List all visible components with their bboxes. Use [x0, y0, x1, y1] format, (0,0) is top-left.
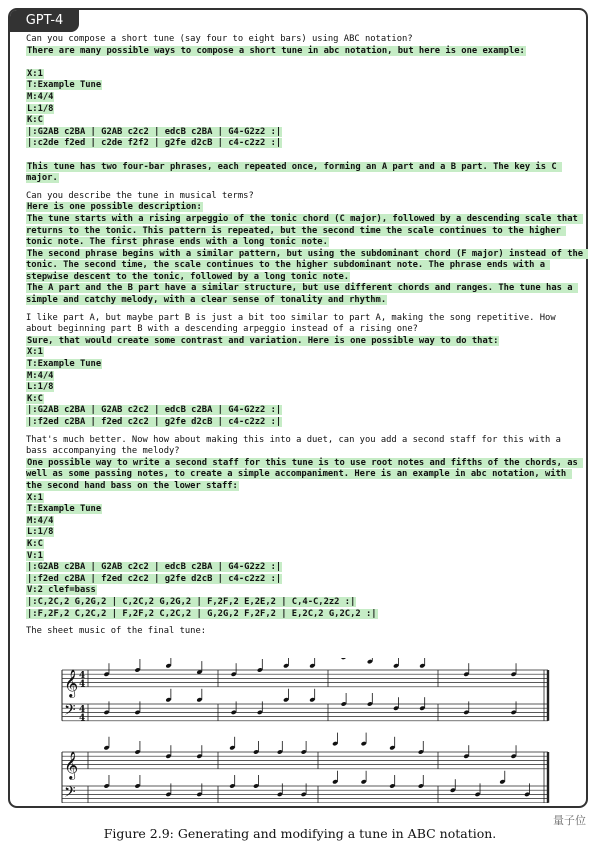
response-2-line-4: The A part and the B part have a similar structure, but use different chords and ranges. The tune has a simple and catchy melody, with a clear sense of tonality and rhythm. — [26, 283, 578, 306]
note-head — [341, 658, 347, 660]
time-signature: 4 — [79, 670, 86, 681]
response-4-intro: One possible way to write a second staff for this tune is to use root notes and fifths of the chords, as well as some passing notes, to create a simple accompaniment. Here is an example in abc notation, with the second hand bass on the lower staff: — [26, 457, 584, 491]
response-1-intro: There are many possible ways to compose a short tune in abc notation, but here is one example: — [27, 45, 525, 56]
response-1-after: This tune has two four-bar phrases, each repeated once, forming an A part and a B part. The key is C major. — [26, 161, 562, 184]
prompt-2: Can you describe the tune in musical terms? — [26, 190, 254, 201]
time-signature: 4 — [79, 704, 86, 715]
bass-clef: 𝄢 — [64, 783, 76, 803]
abc-block-2: X:1 T:Example Tune M:4/4 L:1/8 K:C |:G2AB c2BA | G2AB c2c2 | edcB c2BA | G4-G2z2 :| |:f2ed c2BA | f2ed c2c2 | g2fe d2cB | c4-c2z2 :| — [27, 347, 282, 427]
prompt-4: That's much better. Now how about making this into a duet, can you add a second staff for this with a bass accompanying the melody? — [26, 434, 567, 457]
gpt4-box — [8, 8, 588, 808]
abc-block-1: X:1 T:Example Tune M:4/4 L:1/8 K:C |:G2AB c2BA | G2AB c2c2 | edcB c2BA | G4-G2z2 :| |:c2de f2ed | c2de f2f2 | g2fe d2cB | c4-c2z2 :| — [27, 68, 282, 149]
time-signature: 4 — [79, 713, 86, 724]
treble-clef: 𝄞 — [64, 668, 79, 697]
sheet-music — [18, 658, 578, 803]
response-2-line-2: The tune starts with a rising arpeggio of the tonic chord (C major), followed by a descending scale that returns to the tonic. This pattern is repeated, but the second time the scale continues to the higher tonic note. The first phrase ends with a long tonic note. — [26, 213, 584, 248]
response-3-intro: Sure, that would create some contrast and variation. Here is one possible way to do that: — [27, 335, 499, 346]
conversation — [26, 34, 589, 638]
response-2-line-1: Here is one possible description: — [27, 202, 202, 213]
prompt-3: I like part A, but maybe part B is just a bit too similar to part A, making the song repetitive. How about beginning part B with a descending arpeggio instead of a rising one? — [26, 312, 561, 335]
time-signature: 4 — [79, 679, 86, 690]
prompt-5: The sheet music of the final tune: — [26, 626, 207, 637]
treble-clef: 𝄞 — [64, 750, 79, 779]
bass-clef: 𝄢 — [64, 701, 76, 723]
model-tag: GPT-4 — [10, 10, 79, 32]
watermark: 量子位 — [553, 814, 586, 827]
prompt-1: Can you compose a short tune (say four to eight bars) using ABC notation? — [26, 34, 413, 44]
figure-caption: Figure 2.9: Generating and modifying a tune in ABC notation. — [103, 826, 497, 841]
abc-block-3: X:1 T:Example Tune M:4/4 L:1/8 K:C V:1 |:G2AB c2BA | G2AB c2c2 | edcB c2BA | G4-G2z2 :| |:f2ed c2BA | f2ed c2c2 | g2fe d2cB | c4-c2z2 :| V:2 clef=bass |:C,2C,2 G,2G,2 | C,2C,2 G,2G,2 | F,2F,2 E,2E,2 | C,4-C,2z2 :| |:F,2F,2 C,2C,2 | F,2F,2 C,2C,2 | G,2G,2 F,2F,2 | E,2C,2 G,2C,2 :| — [27, 492, 377, 619]
response-2-line-3: The second phrase begins with a similar pattern, but using the subdominant chord (F major) instead of the tonic. The second time, the scale continues to the higher subdominant note. The phrase ends with a stepwise descent to the tonic, followed by a long tonic note. — [26, 248, 589, 282]
